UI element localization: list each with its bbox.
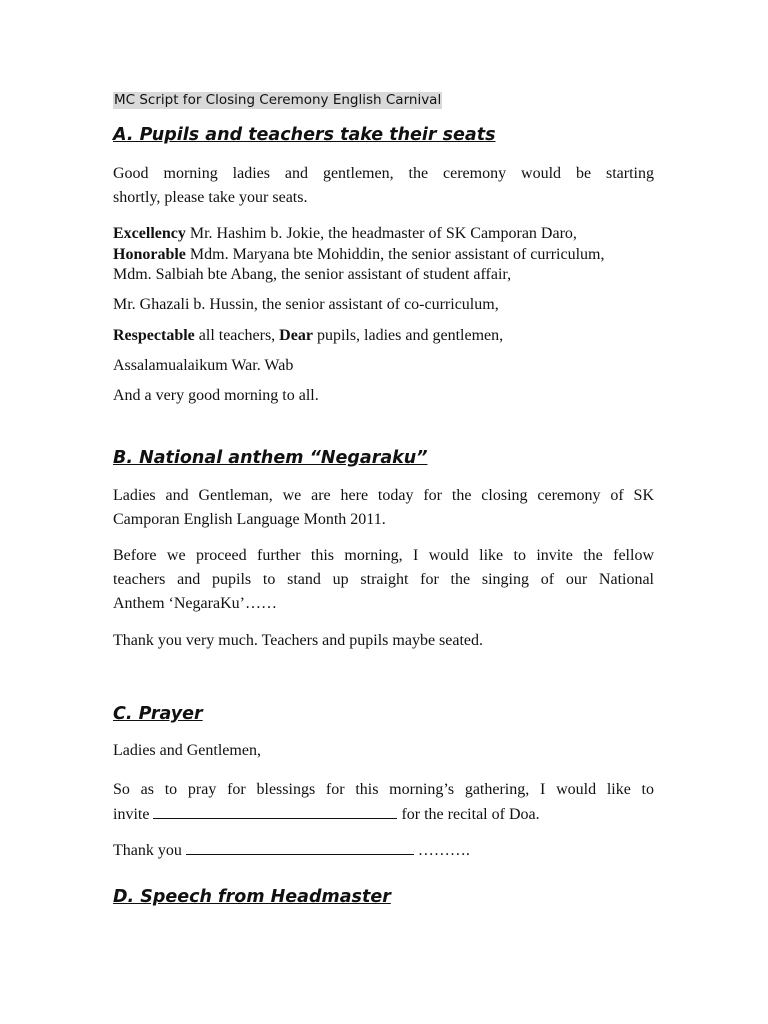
section-b-intro-paragraph (113, 484, 654, 532)
honorable-text: Mdm. Maryana bte Mohiddin, the senior assistant of curriculum, (185, 246, 605, 263)
invite-suffix: for the recital of Doa. (397, 806, 540, 823)
section-b-anthem-line-2: teachers and pupils to stand up straight for the singing of our National (113, 571, 654, 588)
dear-text: pupils, ladies and gentlemen, (312, 327, 504, 344)
respectable-line (113, 325, 503, 347)
section-b-intro-line-1: Ladies and Gentleman, we are here today for the closing ceremony of SK (113, 487, 654, 504)
honorable-line (113, 244, 604, 266)
respectable-label: Respectable (113, 327, 195, 344)
greeting-line: Assalamualaikum War. Wab (113, 357, 294, 374)
section-b-thanks-line: Thank you very much. Teachers and pupils maybe seated. (113, 632, 484, 649)
section-c-thank-line (113, 838, 470, 862)
honorable-label: Honorable (113, 246, 186, 263)
excellency-text: Mr. Hashim b. Jokie, the headmaster of SK Camporan Daro, (185, 225, 577, 242)
section-b-anthem-line-1: Before we proceed further this morning, I would like to invite the fellow (113, 547, 654, 564)
section-a-opening-line-1: Good morning ladies and gentlemen, the ceremony would be starting (113, 165, 654, 182)
section-c-prayer-line-1: So as to pray for blessings for this morning’s gathering, I would like to (113, 781, 654, 798)
section-c-prayer-paragraph (113, 778, 654, 827)
section-a-opening-paragraph (113, 162, 654, 210)
section-a-heading: A. Pupils and teachers take their seats (113, 125, 496, 145)
section-c-heading: C. Prayer (113, 704, 203, 724)
invite-prefix: invite (113, 806, 154, 823)
section-b-intro-line-2: Camporan English Language Month 2011. (113, 511, 386, 528)
ghazali-line: Mr. Ghazali b. Hussin, the senior assistant of co-curriculum, (113, 296, 499, 313)
salbiah-line: Mdm. Salbiah bte Abang, the senior assistant of student affair, (113, 266, 512, 283)
section-b-anthem-line-3: Anthem ‘NegaraKu’…… (113, 595, 277, 612)
thank-prefix: Thank you (113, 842, 186, 859)
respectable-text: all teachers, (194, 327, 280, 344)
dear-label: Dear (279, 327, 313, 344)
document-title: MC Script for Closing Ceremony English Carnival (114, 92, 442, 108)
section-b-anthem-paragraph (113, 544, 654, 616)
section-c-salutation: Ladies and Gentlemen, (113, 742, 261, 759)
excellency-label: Excellency (113, 225, 186, 242)
section-c-invite-line (113, 806, 540, 823)
thank-suffix: ………. (413, 842, 470, 859)
excellency-line (113, 223, 577, 245)
invitee-blank-line (153, 802, 397, 819)
section-a-opening-line-2: shortly, please take your seats. (113, 189, 308, 206)
thank-blank-line (186, 838, 414, 855)
good-morning-line: And a very good morning to all. (113, 387, 319, 404)
section-b-heading: B. National anthem “Negaraku” (113, 448, 428, 468)
section-d-heading: D. Speech from Headmaster (113, 887, 391, 907)
